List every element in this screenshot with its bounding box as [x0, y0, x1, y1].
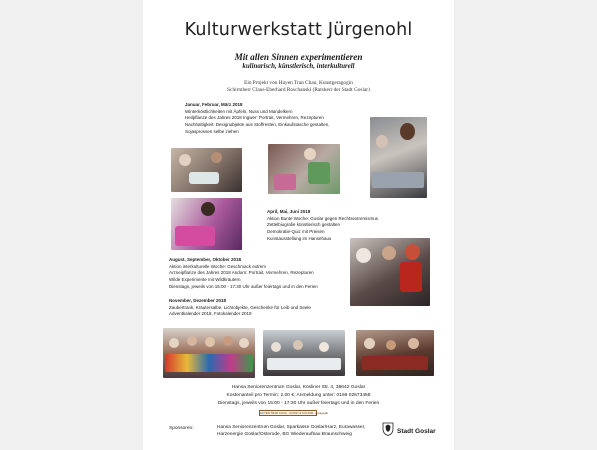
section-q1 — [185, 102, 330, 136]
section-line: Aktion interkulturelle Woche: Geschmack extrem — [169, 263, 266, 269]
sponsors-label: Sponsoren: — [169, 426, 194, 431]
section-heading: November, Dezember 2018 — [169, 298, 227, 303]
section-line: Adventkalender 2018, Fotokalender 2019 — [169, 311, 252, 317]
flyer-subtitle-secondary: kulinarisch, künstlerisch, interkulturell — [242, 63, 355, 70]
footer-cost: Kostenanteil pro Termin: 2,00 €, Anmeldung unter: 0159 02673458 — [226, 393, 371, 398]
flyer-subtitle: Mit allen Sinnen experimentieren — [234, 52, 363, 62]
photo-celebration — [356, 330, 434, 376]
section-line: Dienstags, jeweils von 15:00 - 17:30 Uhr außer feiertags und in den Ferien — [169, 283, 318, 289]
photo-fabric-design — [171, 198, 242, 250]
flyer-page — [143, 0, 454, 450]
section-line: Heilpflanze des Jahres 2018 Ingwer: Portrait, Vermehren, Rezepturen — [185, 115, 324, 121]
section-line: Zettelbiografie künstlerisch gestalten — [267, 222, 341, 228]
sponsors-line: Harzenergie Goslar/Osterode, BG Wiederaufbau Braunschweig — [217, 432, 352, 437]
section-line: Zaubertrank, Kräutersalbe, Lichtobjekte, Geschenke für Leib und Seele — [169, 304, 311, 310]
project-line: Ein Projekt von Huyen Tran Chau, Kunstgeragogin — [244, 80, 353, 86]
section-line: Winterköstlichkeiten mit Äpfeln, Nuss und Mandelkern — [185, 108, 293, 114]
goslar-crest-icon — [382, 422, 394, 436]
photo-cooking-group — [171, 148, 242, 192]
flyer-title: Kulturwerkstatt Jürgenohl — [184, 20, 413, 40]
section-line: Aktion Bunte Woche: Goslar gegen Rechtsextremismus — [267, 215, 378, 221]
section-q4 — [169, 298, 311, 318]
stadt-goslar-logo-text: Stadt Goslar — [397, 428, 436, 435]
footer-schedule: Dienstags, jeweils von 15:00 - 17:30 Uhr außer feiertags und in den Ferien — [217, 401, 380, 406]
section-heading: August, September, Oktober 2018 — [169, 257, 242, 262]
patron-line: Schirmherr Claus-Eberhard Roschanski (Ratsherr der Stadt Goslar) — [227, 87, 370, 93]
photo-workshop-table — [370, 117, 427, 198]
sponsors-line: Hansa Seniorenzentrum Goslar, Sparkasse Goslar/Harz, Eurawasser, — [217, 425, 366, 430]
kunstgeragogik-logo: HUYEN TRAN CHAU · KUNST & KULTUR · geragogik — [260, 411, 328, 415]
photo-seniors-crafting — [268, 144, 340, 194]
photo-dining-hall — [263, 330, 345, 376]
section-heading: Januar, Februar, März 2018 — [185, 102, 243, 107]
section-heading: April, Mai, Juni 2018 — [267, 209, 311, 214]
photo-womens-group — [350, 238, 430, 306]
section-line: Arzneipflanze des Jahres 2018 Andorn: Portrait, Vermehren, Rezepturen — [169, 270, 314, 276]
section-line: Sojasprossen selbe ziehen — [185, 128, 239, 134]
section-q3 — [169, 257, 318, 291]
photo-group-colorful — [163, 328, 255, 378]
section-line: Demokratie-Quiz mit Preisen — [267, 229, 325, 235]
sponsors-list — [217, 424, 365, 438]
section-line: Kunstausstellung im Hansehaus — [267, 235, 332, 241]
section-line: Nachhaltigkeit: Designobjekte aus Stoffresten, Einkaufstasche gestalten, — [185, 122, 330, 128]
section-line: Wilde Experimente mit Wildkräutern — [169, 277, 241, 283]
footer-address: Hansa Seniorenzentrum Goslar, Kösliner Str. 4, 38642 Goslar — [231, 385, 366, 390]
